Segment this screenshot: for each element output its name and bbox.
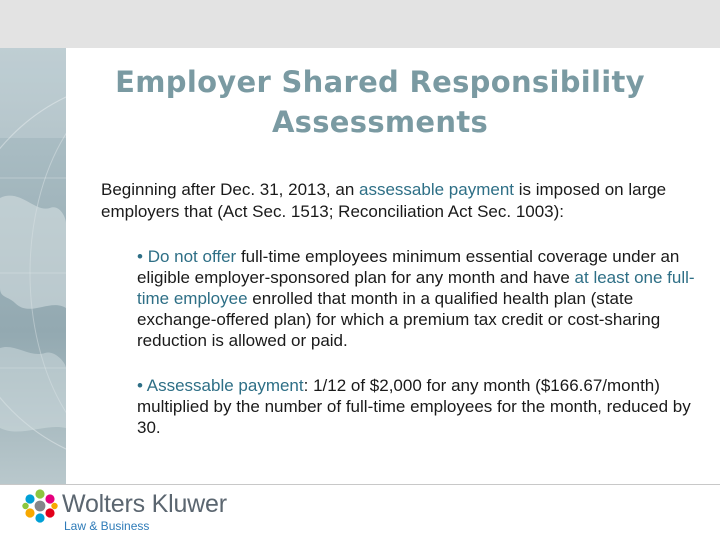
bullet-text: full-time employees minimum essential coverage under an eligible employer-sponsored plan for any month and have xyxy=(137,247,680,287)
bullet-highlight: Assessable payment xyxy=(146,376,304,395)
intro-text-after: is imposed on large employers that (Act Sec. 1513; Reconciliation Act Sec. 1003): xyxy=(101,180,667,221)
intro-paragraph xyxy=(101,179,701,223)
slide-title: Employer Shared Responsibility Assessments xyxy=(115,65,645,139)
globe-image xyxy=(0,48,66,484)
bullet-highlight: at least one full-time employee xyxy=(137,268,695,308)
intro-text-before: Beginning after Dec. 31, 2013, an xyxy=(101,180,360,199)
logo-tagline: Law & Business xyxy=(64,519,150,533)
bullet-text: : 1/12 of $2,000 for any month ($166.67/month) multiplied by the number of full-time employees for the month, reduced by 30. xyxy=(137,376,691,437)
intro-highlight: assessable payment xyxy=(359,180,514,199)
logo-mark-icon xyxy=(22,488,58,524)
bullet-highlight: Do not offer xyxy=(147,247,237,266)
bullet-text: enrolled that month in a qualified health plan (state exchange-offered plan) for which a premium tax credit or cost-sharing reduction is allowed or paid. xyxy=(137,289,661,350)
bullet-item xyxy=(137,375,697,438)
top-bar xyxy=(0,0,720,48)
bullet-marker: • xyxy=(137,376,143,395)
company-logo xyxy=(22,488,282,536)
logo-name: Wolters Kluwer xyxy=(62,490,227,518)
bullet-item xyxy=(137,246,697,351)
bullet-marker: • xyxy=(137,247,143,266)
globe-decoration xyxy=(0,48,66,484)
footer-divider xyxy=(0,484,720,485)
